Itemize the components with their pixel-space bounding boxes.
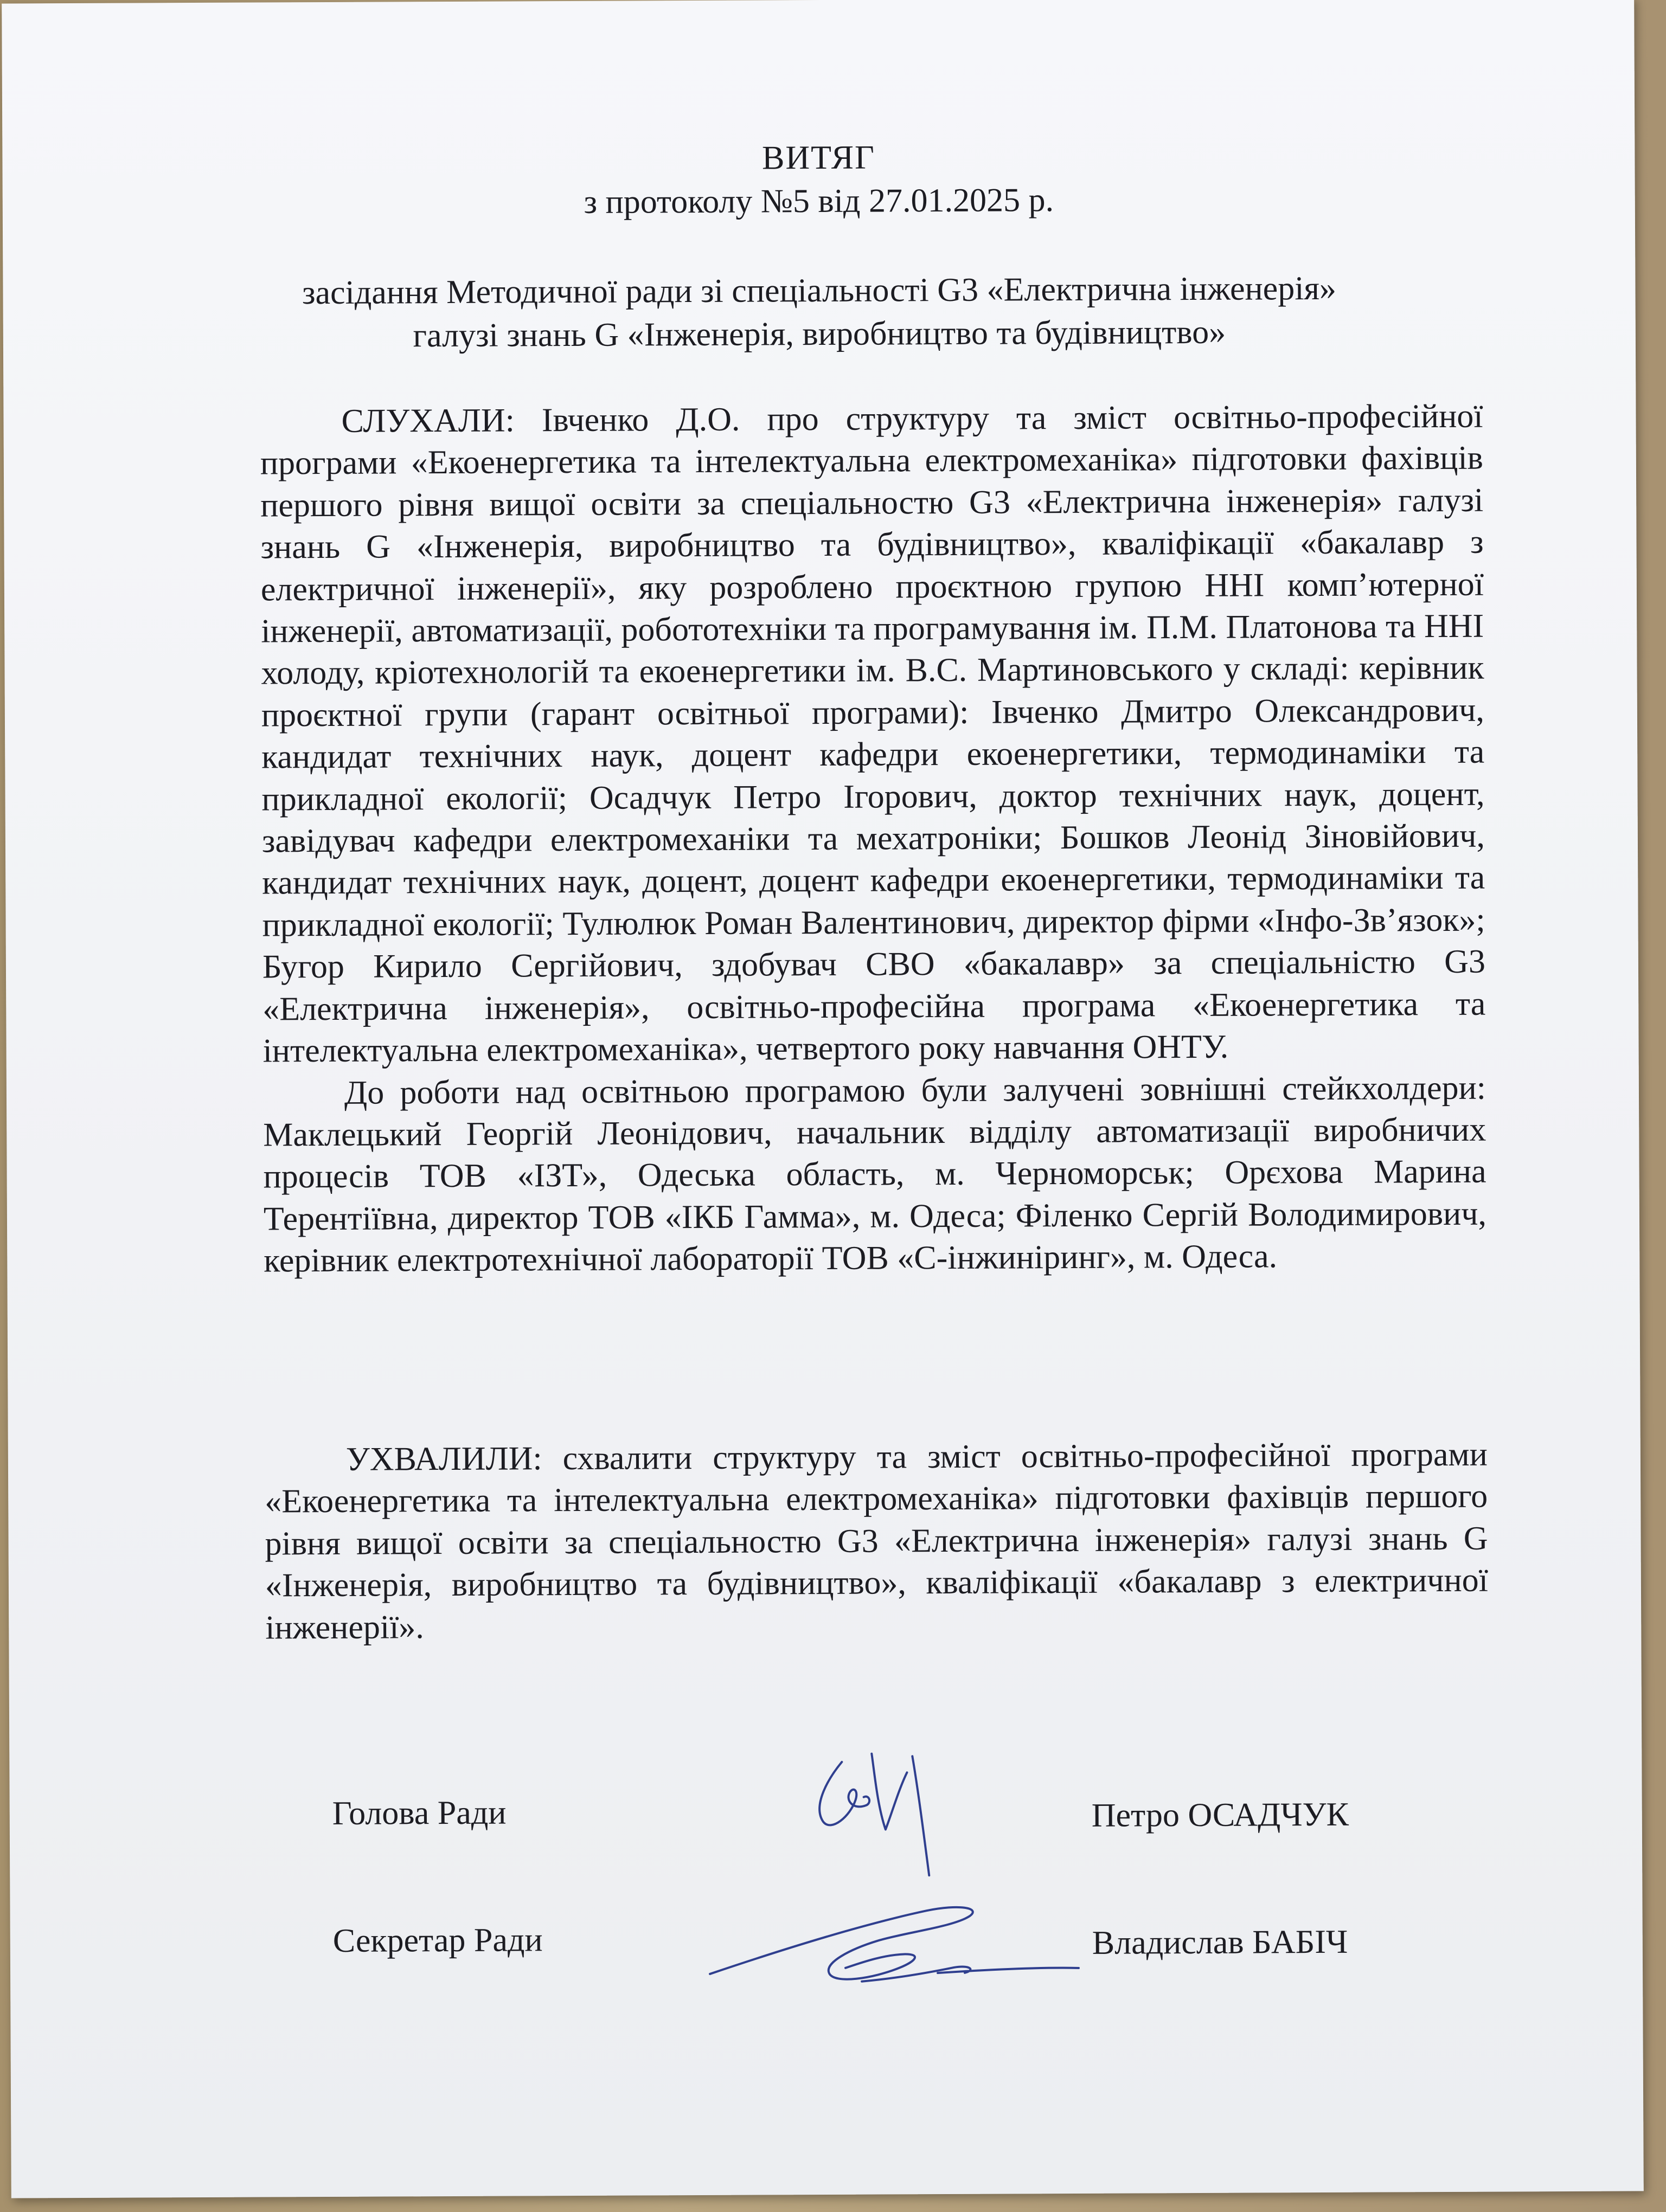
body-section-resolved bbox=[265, 1434, 1489, 1649]
document-page bbox=[2, 0, 1644, 2198]
document-title: ВИТЯГ bbox=[761, 139, 876, 177]
document-sheet bbox=[2, 0, 1644, 2198]
paragraph-resolved: УХВАЛИЛИ: схвалити структуру та зміст освітньо-професійної програми «Екоенергетика та інтелектуальна електромеханіка» підготовки фахівців першого рівня вищої освіти за спеціальностю G3 «Електрична інженерія» галузі знань G «Інженерія, виробництво та будівництво», кваліфікації «бакалавр з електричної інженерії». bbox=[265, 1436, 1489, 1647]
secretary-signature bbox=[699, 1886, 1090, 2007]
body-section-heard bbox=[260, 396, 1486, 1282]
secretary-label: Секретар Ради bbox=[332, 1921, 543, 1959]
chair-label: Голова Ради bbox=[332, 1794, 507, 1832]
paragraph-stakeholders: До роботи над освітньою програмою були залучені зовнішні стейкхолдери: Маклецький Георгій Леонідович, начальник відділу автоматизації виробничих процесів ТОВ «ІЗТ», Одеська область, м. Черноморськ; Орєхова Марина Терентіївна, директор ТОВ «ІКБ Гамма», м. Одеса; Філенко Сергій Володимирович, керівник електротехнічної лабораторії ТОВ «С-інжиніринг», м. Одеса. bbox=[263, 1069, 1487, 1279]
meeting-line-2: галузі знань G «Інженерія, виробництво та будівництво» bbox=[413, 313, 1226, 355]
paragraph-heard: СЛУХАЛИ: Івченко Д.О. про структуру та зміст освітньо-професійної програми «Екоенергетика та інтелектуальна електромеханіка» підготовки фахівців першого рівня вищої освіти за спеціальностю G3 «Електрична інженерія» галузі знань G «Інженерія, виробництво та будівництво», кваліфікації «бакалавр з електричної інженерії», яку розроблено проєктною групою ННІ комп’ютерної інженерії, автоматизації, робототехніки та програмування ім. П.М. Платонова та ННІ холоду, кріотехнологій та екоенергетики ім. В.С. Мартиновського у складі: керівник проєктної групи (гарант освітньої програми): Івченко Дмитро Олександрович, кандидат технічних наук, доцент кафедри екоенергетики, термодинаміки та прикладної екології; Осадчук Петро Ігорович, доктор технічних наук, доцент, завідувач кафедри електромеханіки та мехатроніки; Бошков Леонід Зіновійович, кандидат технічних наук, доцент, доцент кафедри екоенергетики, термодинаміки та прикладної екології; Тулюлюк Роман Валентинович, директор фірми «Інфо-Зв’язок»; Бугор Кирило Сергійович, здобувач СВО «бакалавр» за спеціальністю G3 «Електрична інженерія», освітньо-професійна програма «Екоенергетика та інтелектуальна електромеханіка», четвертого року навчання ОНТУ. bbox=[260, 397, 1486, 1070]
chair-name: Петро ОСАДЧУК bbox=[1091, 1796, 1349, 1834]
secretary-name: Владислав БАБІЧ bbox=[1092, 1923, 1348, 1962]
meeting-line-1: засідання Методичної ради зі спеціальності G3 «Електрична інженерія» bbox=[302, 269, 1337, 312]
protocol-reference: з протоколу №5 від 27.01.2025 р. bbox=[584, 182, 1054, 221]
chair-signature bbox=[790, 1740, 975, 1881]
